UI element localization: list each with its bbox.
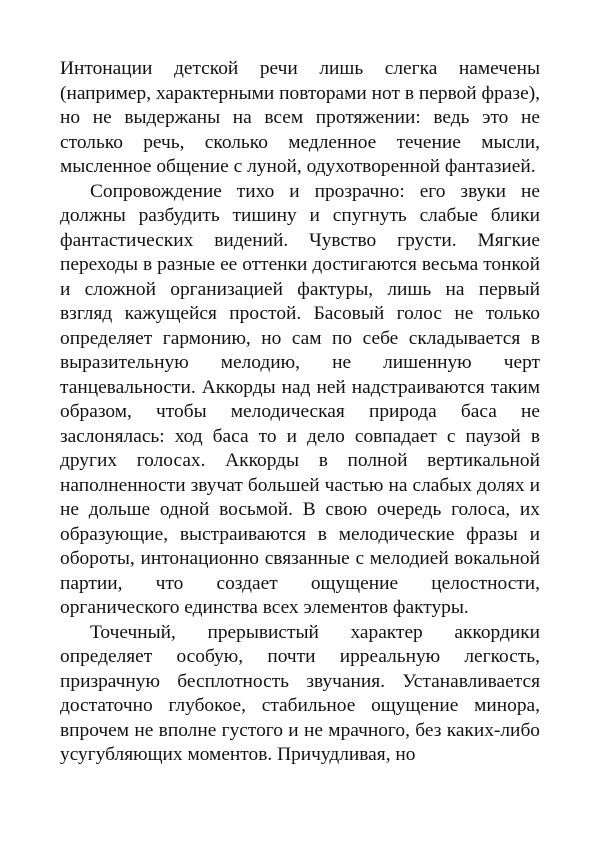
- paragraph-3: Точечный, прерывистый характер аккордики определяет особую, почти ирреальную легкость, призрачную бесплотность звучания. Устанавливается достаточно глубокое, стабильное ощущение минора, впрочем не вполне густого и не мрачного, без каких-либо усугубляющих моментов. Причудливая, но: [60, 621, 540, 765]
- paragraph-1: Интонации детской речи лишь слегка намечены (например, характерными повторами нот в первой фразе), но не выдержаны на всем протяжении: ведь это не столько речь, сколько медленное течение мысли, мысленное общение с луной, одухотворенной фантазией.: [60, 58, 540, 177]
- document-page: [60, 57, 540, 768]
- paragraph-2: Сопровождение тихо и прозрачно: его звуки не должны разбудить тишину и спугнуть слабые блики фантастических видений. Чувство грусти. Мягкие переходы в разные ее оттенки достигаются весьма тонкой и сложной организацией фактуры, лишь на первый взгляд кажущейся простой. Басовый голос не только определяет гармонию, но сам по себе складывается в выразительную мелодию, не лишенную черт танцевальности. Аккорды над ней надстраиваются таким образом, чтобы мелодическая природа баса не заслонялась: ход баса то и дело совпадает с паузой в других голосах. Аккорды в полной вертикальной наполненности звучат большей частью на слабых долях и не дольше одной восьмой. В свою очередь голоса, их образующие, выстраиваются в мелодические фразы и обороты, интонационно связанные с мелодией вокальной партии, что создает ощущение целостности, органического единства всех элементов фактуры.: [60, 180, 540, 618]
